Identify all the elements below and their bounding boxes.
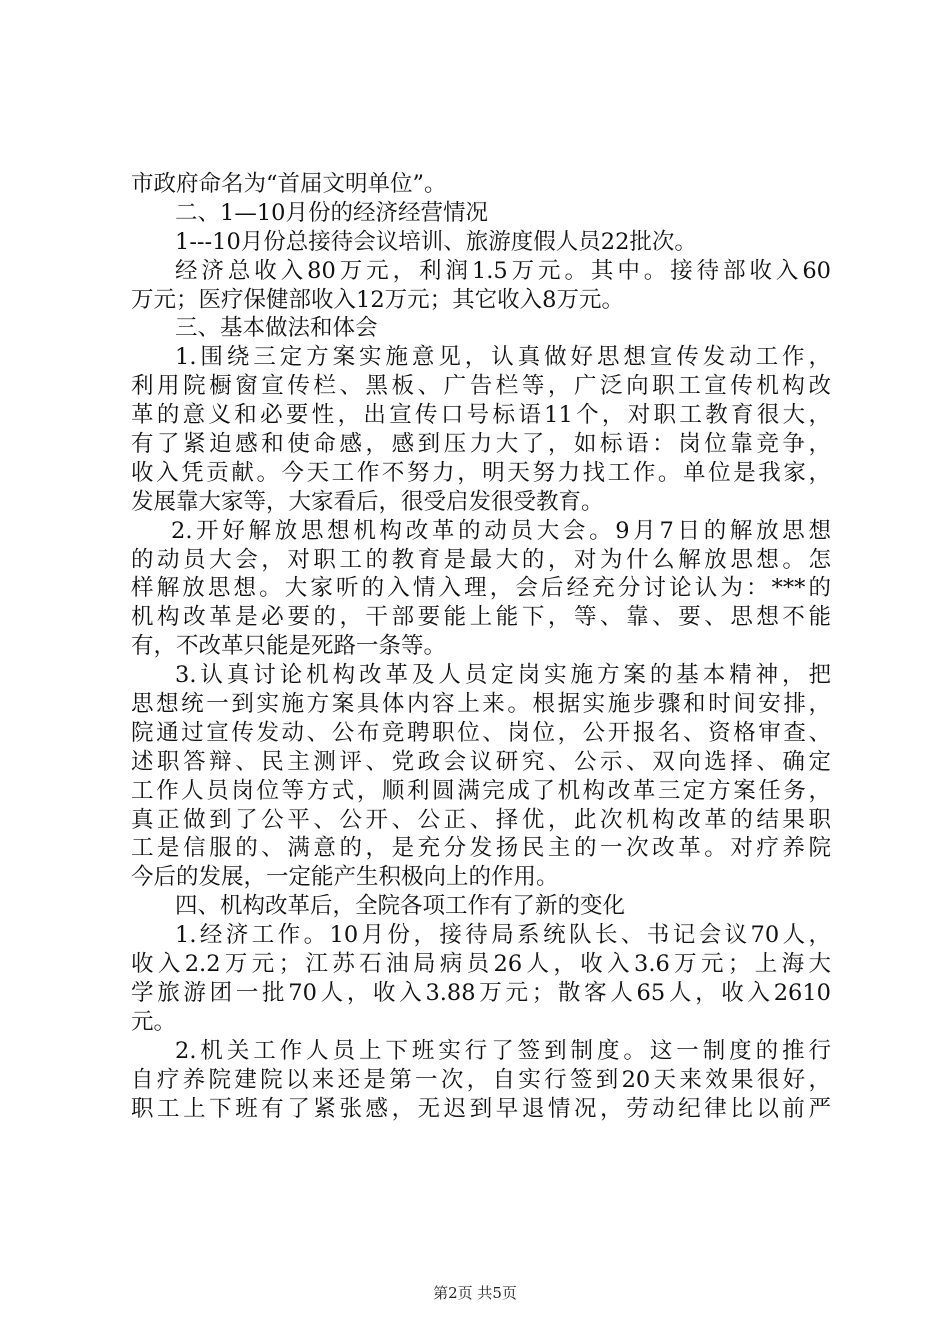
text-line: 有了紧迫感和使命感，感到压力大了，如标语：岗位靠竞争， xyxy=(131,431,831,458)
text-line: 万元；医疗保健部收入12万元；其它收入8万元。 xyxy=(131,286,624,313)
text-line: 学旅游团一批70人，收入3.88万元；散客人65人，收入2610 xyxy=(131,979,831,1006)
section-heading: 三、基本做法和体会 xyxy=(175,315,378,342)
text-line: 2.开好解放思想机构改革的动员大会。9月7日的解放思想 xyxy=(171,517,831,544)
text-line: 思想统一到实施方案具体内容上来。根据实施步骤和时间安排， xyxy=(131,691,831,718)
section-heading: 四、机构改革后，全院各项工作有了新的变化 xyxy=(175,893,626,920)
text-line: 自疗养院建院以来还是第一次，自实行签到20天来效果很好， xyxy=(131,1066,831,1093)
text-line: 机构改革是必要的，干部要能上能下，等、靠、要、思想不能 xyxy=(131,604,831,631)
text-line: 今后的发展，一定能产生积极向上的作用。 xyxy=(131,864,559,891)
text-line: 的动员大会，对职工的教育是最大的，对为什么解放思想。怎 xyxy=(131,546,831,573)
text-line: 样解放思想。大家听的入情入理，会后经充分讨论认为：***的 xyxy=(131,575,831,602)
text-line: 职工上下班有了紧张感，无迟到早退情况，劳动纪律比以前严 xyxy=(131,1095,831,1122)
document-body xyxy=(131,170,831,1123)
text-line: 市政府命名为“首届文明单位”。 xyxy=(131,171,447,197)
text-line: 发展靠大家等，大家看后，很受启发很受教育。 xyxy=(131,488,604,515)
text-line: 院通过宣传发动、公布竞聘职位、岗位，公开报名、资格审查、 xyxy=(131,719,831,746)
text-line: 收入2.2万元；江苏石油局病员26人，收入3.6万元；上海大 xyxy=(131,951,831,978)
text-line: 工作人员岗位等方式，顺利圆满完成了机构改革三定方案任务， xyxy=(131,777,831,804)
text-line: 1.经济工作。10月份，接待局系统队长、书记会议70人， xyxy=(175,922,831,949)
text-line: 收入凭贡献。今天工作不努力，明天努力找工作。单位是我家， xyxy=(131,459,831,486)
text-line: 1.围绕三定方案实施意见，认真做好思想宣传发动工作， xyxy=(175,344,831,371)
text-line: 述职答辩、民主测评、党政会议研究、公示、双向选择、确定 xyxy=(131,748,831,775)
text-line: 有，不改革只能是死路一条等。 xyxy=(131,633,447,660)
text-line: 元。 xyxy=(131,1008,177,1035)
text-line: 经济总收入80万元，利润1.5万元。其中。接待部收入60 xyxy=(175,257,831,284)
text-line: 3.认真讨论机构改革及人员定岗实施方案的基本精神，把 xyxy=(175,662,831,689)
text-line: 利用院橱窗宣传栏、黑板、广告栏等，广泛向职工宣传机构改 xyxy=(131,373,831,400)
text-line: 2.机关工作人员上下班实行了签到制度。这一制度的推行 xyxy=(175,1037,831,1064)
text-line: 革的意义和必要性，出宣传口号标语11个，对职工教育很大， xyxy=(131,402,831,429)
text-line: 真正做到了公平、公开、公正、择优，此次机构改革的结果职 xyxy=(131,806,831,833)
text-line: 工是信服的、满意的，是充分发扬民主的一次改革。对疗养院 xyxy=(131,835,831,862)
section-heading: 二、1—10月份的经济经营情况 xyxy=(175,199,488,226)
page-number-footer: 第2页 共5页 xyxy=(433,1284,517,1302)
text-line: 1---10月份总接待会议培训、旅游度假人员22批次。 xyxy=(175,228,697,255)
